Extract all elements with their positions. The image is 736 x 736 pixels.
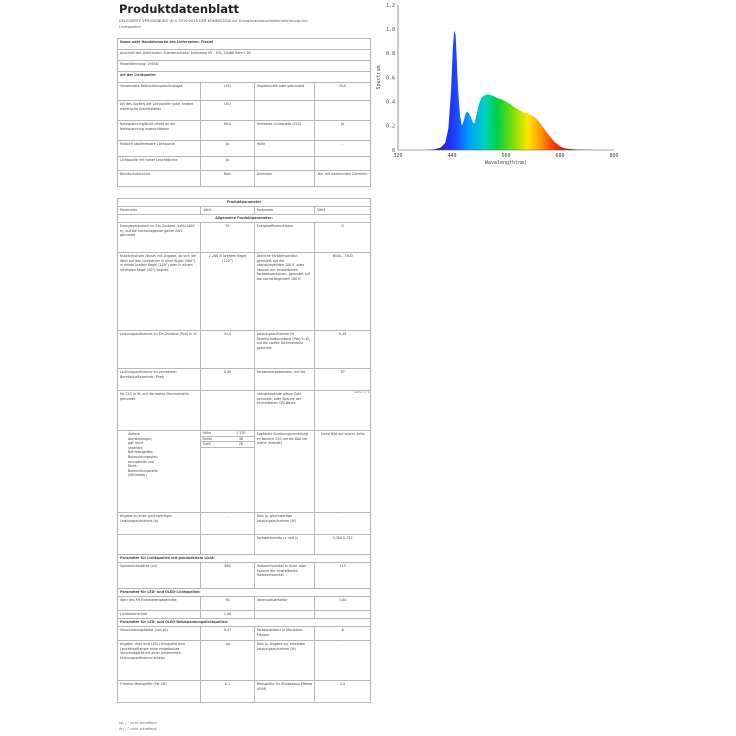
- type-row: Lichtquelle mit hoher Leuchtdichte Ja: [118, 157, 371, 171]
- x-tick-labels: [393, 153, 618, 159]
- parameters-table: [117, 198, 371, 703]
- regulation-intro: DELEGIERTE VERORDNUNG (EU) 2019/2015 DER KOMMISSION zur Energieverbrauchskennzeichnung von Lichtquellen: [119, 19, 308, 29]
- dimension-height: Höhe 1 150: [201, 431, 253, 437]
- spectrum-chart: [374, 0, 624, 170]
- x-tick-label: 560: [501, 153, 511, 159]
- spectrum-area: [398, 30, 614, 150]
- param-row: Spitzenlichtstärke (cd) 860 Halbwertswinkel in Grad, oder Spanne der einstellbaren Halbwertswinkel 115: [118, 563, 371, 589]
- model-id-row: Modellkennung: 19556: [118, 61, 371, 72]
- type-row: Netzspannung/Nicht direkt an die Netzspannung angeschlossen MLS Vernetzte Lichtquelle (CLS) Ja: [118, 121, 371, 141]
- x-tick-label: 320: [393, 153, 403, 159]
- param-row: Angabe zu einer gleichwertigen Leistungsaufnahme (a) - Falls ja, gleichwertige Leistungsaufnahme (W) -: [118, 513, 371, 535]
- param-row: Verschiebungsfaktor (cos φ1) 0,47 Farbkonsistenz in MacAdam-Ellipsen 6: [118, 627, 371, 641]
- y-tick-label: 0.2: [385, 123, 395, 130]
- y-tick-label: 1.0: [385, 26, 395, 33]
- x-tick-label: 440: [447, 153, 457, 159]
- y-tick-label: 0.4: [385, 99, 395, 106]
- dimensions-values: [201, 431, 254, 513]
- supplier-address-row: Anschrift des Lieferanten: Kuerdersstraße, Lehmweg 99 - 105, 20488 Rehm, DE: [118, 50, 371, 61]
- param-row: Angabe, dass eine LED-Lichtquelle eine Leuchtstofflampe ohne eingebautes Vorschaltgerät mit einer bestimmten Leistungsaufnahme ersetzt -(a) Falls ja, Angabe zur ersetzten Leistungsaufnahme (W) -: [118, 641, 371, 681]
- type-table: [117, 82, 371, 187]
- spectral-distribution-value: Siehe Bild auf letzter Seite: [315, 431, 371, 513]
- param-row: Leistungsaufnahme im Ein-Zustand (Pon) in W 33,0 Leistungsaufnahme im Bereitschaftszustand (Psb) in W, auf die zweite Dezimalstelle gerundet 0,49: [118, 331, 371, 369]
- general-parameters-title: Allgemeine Produktparameter:: [118, 215, 371, 223]
- y-tick-label: 0.6: [385, 75, 395, 82]
- x-axis-label: Wavelength(nm): [484, 160, 528, 166]
- product-datasheet: [117, 0, 371, 736]
- side-annotation: siehe 1 / 1: [354, 390, 370, 394]
- param-row: für CLS in W, auf die zweite Dezimalstelle gerundet nächstliegende ganze Zahl gerundet, oder Spanne der einstellbaren CRI-Werte: [118, 391, 371, 431]
- dimension-width: Breite 48: [201, 437, 253, 443]
- dimensions-row: [118, 431, 371, 513]
- directional-title: Parameter für Lichtquellen mit gebündeltem Licht:: [118, 555, 371, 563]
- supplier-name-row: Name oder Handelsmarke des Lieferanten: Flasiel: [118, 39, 371, 50]
- y-tick-label: 0.8: [385, 51, 395, 58]
- footnotes: [119, 720, 157, 732]
- param-row: Nutzlichtstrom (Φuse) mit Angabe, ob sich der Wert auf den Lichtstrom in einer Kugel (360°), in einem breiten Kegel (120°) oder in einem schmalen Kegel (90°) bezieht 2 260 in breitem Kegel (120°) Ähnliche Farbtemperatur, gerundet auf die nächstliegenden 100 K, oder Spanne der einstellbaren Farbtemperaturen, gerundet auf die nächstliegenden 100 K 6500...7500: [118, 253, 371, 331]
- param-row: Farbwertanteile (x und y) 0,300 0,322: [118, 535, 371, 555]
- param-row: Flimmer-Messgröße (Pst LM) 0,1 Messgröße für Stroboskop-Effekte (SVM) 1,0: [118, 681, 371, 703]
- param-row: Lichtstromerhalt 1,00: [118, 611, 371, 619]
- x-tick-label: 680: [555, 153, 565, 159]
- supplier-table: [117, 38, 371, 83]
- type-row: Verwendete Beleuchtungstechnologie LED Ungebündelt oder gebündelt DLS: [118, 83, 371, 101]
- datasheet-title: Produktdatenblatt: [119, 2, 239, 16]
- dimensions-label: Äußere Abmessungen, ggf. ohne separate Betriebsgeräte, Beleuchtungssteuerungsteile und Nicht-Beleuchtungsteile (Millimeter): [118, 431, 201, 513]
- footnote: (a) „-“ nicht zutreffend: [119, 721, 157, 725]
- spectral-distribution-label: Spektrale Strahlungsverteilung im Bereich 250 nm bis 800 nm (siehe Vorblatt): [254, 431, 315, 513]
- dimension-depth: Tiefe 26: [201, 442, 253, 448]
- y-tick-labels: [386, 3, 395, 154]
- parameters-title: Produktparameter: [118, 199, 371, 207]
- type-row: Art des Sockels der Lichtquelle (oder andere elektrische Schnittstelle) LED: [118, 101, 371, 121]
- y-axis-label: Spectrum: [376, 65, 382, 90]
- param-row: Leistungsaufnahme im vernetzten Bereitschaftsbetrieb (Pnet) 0,99 Farbwiedergabeindex, auf die 87: [118, 369, 371, 391]
- param-row: Energieverbrauch im Ein-Zustand (kWh/1000 h), auf die nächstliegende ganze Zahl gerundet 33 Energieeffizienzklasse G: [118, 223, 371, 253]
- led-title: Parameter für LED- und OLED-Lichtquellen:: [118, 589, 371, 597]
- x-tick-label: 800: [609, 153, 619, 159]
- param-row: Wert des R9-Farbwiedergabeindex 90 Lebensdauerfaktor 1,00: [118, 597, 371, 611]
- y-tick-label: 1.2: [385, 2, 395, 9]
- footnote: (b) „-“ nicht zutreffend: [119, 727, 157, 731]
- mains-title: Parameter für LED- und OLED-Netzspannungslichtquellen:: [118, 619, 371, 627]
- column-header-row: Parameter Wert Parameter Wert: [118, 207, 371, 215]
- type-row: Blendschutzschild Nein Dimmbar Nur mit bestimmten Dimmern: [118, 171, 371, 187]
- y-tick-label: 0: [391, 147, 395, 154]
- type-row: Farblich abstimmbare Lichtquelle Ja Hülle -: [118, 141, 371, 157]
- light-source-type-row: Art der Lichtquelle:: [118, 72, 371, 83]
